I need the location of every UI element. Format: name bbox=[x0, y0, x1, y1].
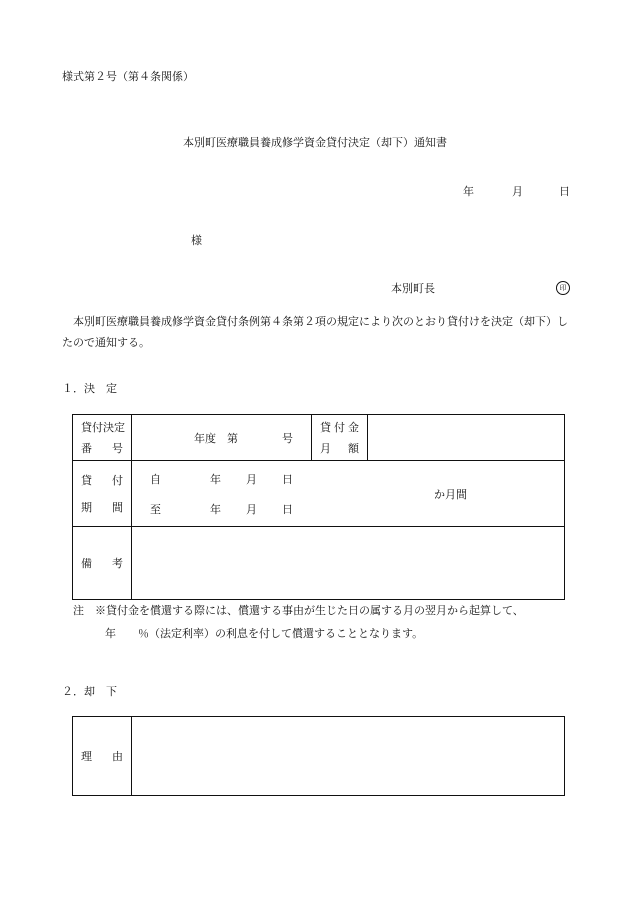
reason-label-cell bbox=[73, 717, 132, 796]
loan-period-value-cell[interactable] bbox=[132, 461, 565, 527]
date-month-label: 月 bbox=[512, 185, 523, 198]
label-char: 額 bbox=[348, 441, 359, 455]
period-from-label: 自 bbox=[150, 472, 161, 486]
date-day-label: 日 bbox=[559, 185, 570, 198]
period-to-label: 至 bbox=[150, 502, 161, 516]
label-char: 期 bbox=[81, 500, 92, 514]
label-char: 付 bbox=[334, 420, 345, 434]
decision-table bbox=[72, 414, 565, 600]
reason-value-cell[interactable] bbox=[132, 717, 565, 796]
label-char: 備 bbox=[81, 556, 92, 570]
period-from-day: 日 bbox=[282, 472, 293, 486]
period-to-month: 月 bbox=[246, 502, 257, 516]
issuer-name: 本別町長 bbox=[391, 282, 435, 295]
note-line-2: 年 ％（法定利率）の利息を付して償還することとなります。 bbox=[105, 627, 424, 640]
loan-period-label-line1 bbox=[81, 470, 131, 491]
seal-mark: 印 bbox=[556, 281, 570, 295]
period-to-year: 年 bbox=[210, 502, 221, 516]
label-char: 付 bbox=[112, 473, 123, 487]
period-from-year: 年 bbox=[210, 472, 221, 486]
label-char: 間 bbox=[112, 500, 123, 514]
period-from-row bbox=[132, 468, 322, 490]
document-title: 本別町医療職員養成修学資金貸付決定（却下）通知書 bbox=[183, 136, 447, 149]
remarks-value-cell[interactable] bbox=[132, 527, 565, 600]
loan-amount-value-cell[interactable] bbox=[368, 415, 565, 461]
form-number-label: 様式第２号（第４条関係） bbox=[62, 70, 194, 83]
section-rejection-heading: ２．却 下 bbox=[62, 685, 117, 698]
label-char: 月 bbox=[320, 441, 331, 455]
decision-number-value: 年度 第 号 bbox=[194, 431, 293, 445]
label-char: 番 bbox=[81, 441, 92, 455]
label-char: 由 bbox=[112, 749, 123, 763]
notice-body-text: 本別町医療職員養成修学資金貸付条例第４条第２項の規定により次のとおり貸付けを決定（却下）したので通知する。 bbox=[62, 315, 568, 349]
label-char: 考 bbox=[112, 556, 123, 570]
period-to-row bbox=[132, 498, 322, 520]
loan-period-label-cell bbox=[73, 461, 132, 527]
loan-amount-label-line1 bbox=[320, 417, 367, 438]
note-line-1: 注 ※貸付金を償還する際には、償還する事由が生じた日の属する月の翌月から起算して、 bbox=[73, 604, 524, 617]
remarks-label bbox=[81, 553, 131, 574]
loan-amount-label-cell bbox=[312, 415, 368, 461]
decision-number-value-cell[interactable] bbox=[132, 415, 312, 461]
reason-label bbox=[81, 746, 131, 767]
addressee-honorific: 様 bbox=[191, 234, 202, 247]
period-from-month: 月 bbox=[246, 472, 257, 486]
label-char: 金 bbox=[348, 420, 359, 434]
decision-number-label-line2 bbox=[81, 438, 131, 459]
label-char: 理 bbox=[81, 749, 92, 763]
rejection-table bbox=[72, 716, 565, 796]
remarks-label-cell bbox=[73, 527, 132, 600]
loan-amount-label-line2 bbox=[320, 438, 367, 459]
decision-number-label-line1: 貸付決定 bbox=[81, 420, 125, 434]
label-char: 貸 bbox=[81, 473, 92, 487]
period-to-day: 日 bbox=[282, 502, 293, 516]
label-char: 貸 bbox=[320, 420, 331, 434]
decision-number-label-cell bbox=[73, 415, 132, 461]
date-year-label: 年 bbox=[463, 185, 474, 198]
loan-period-label-line2 bbox=[81, 497, 131, 518]
label-char: 号 bbox=[112, 441, 123, 455]
period-months-text: か月間 bbox=[434, 487, 467, 501]
section-decision-heading: １．決 定 bbox=[62, 382, 117, 395]
